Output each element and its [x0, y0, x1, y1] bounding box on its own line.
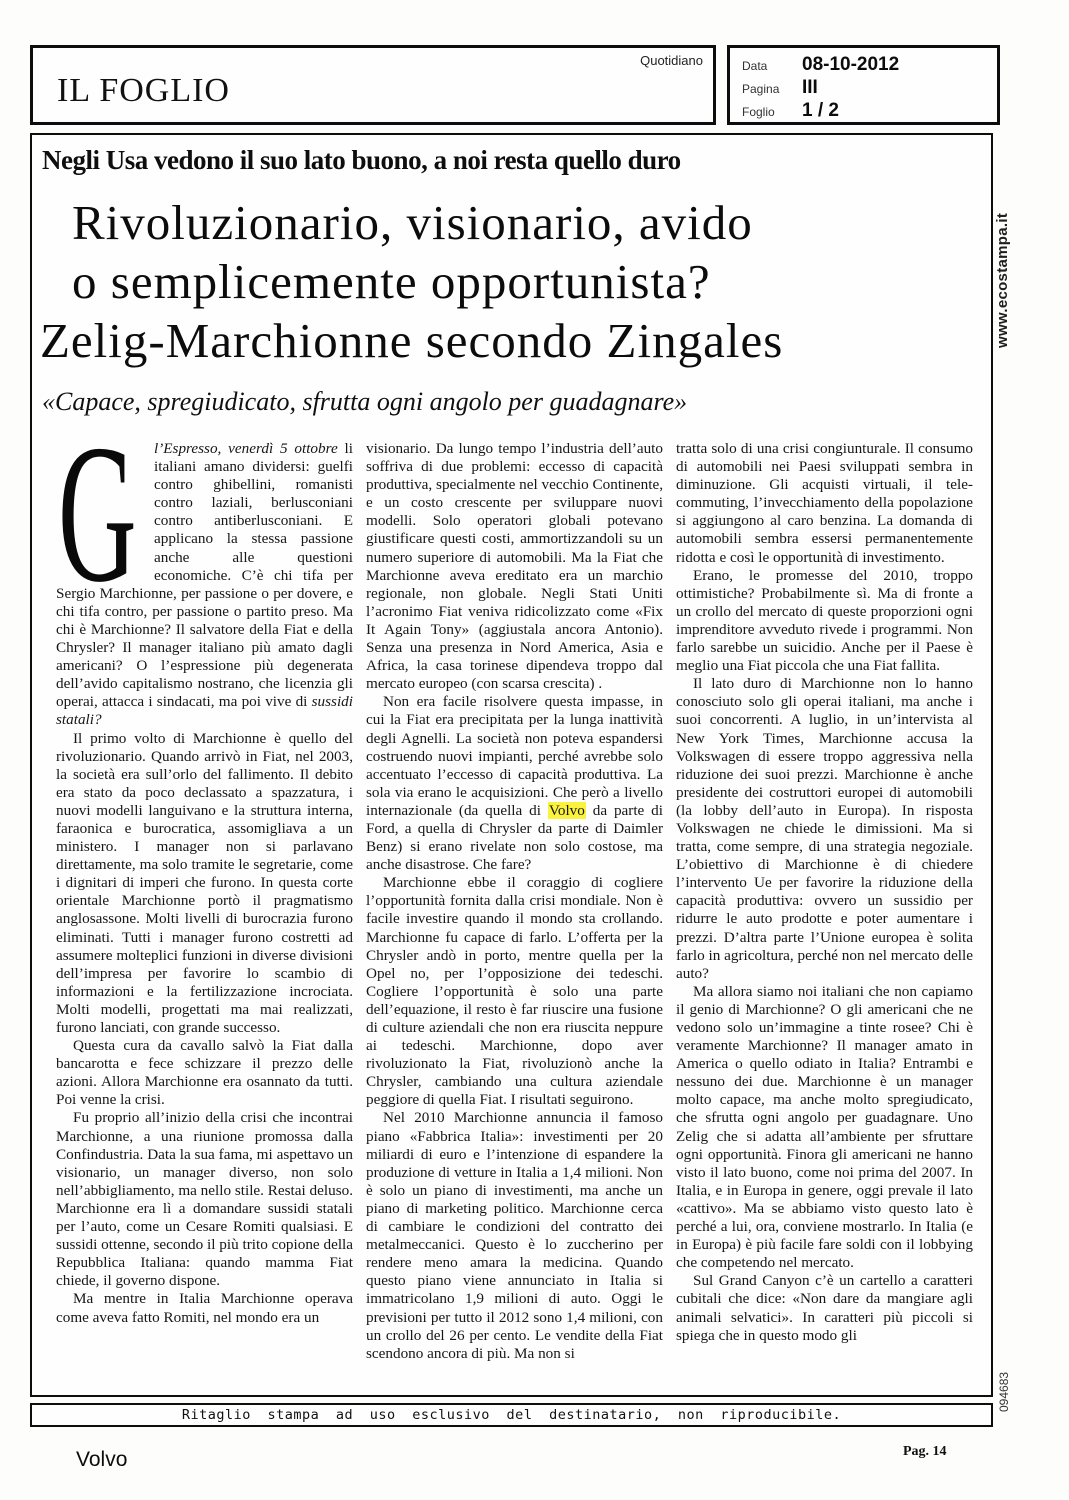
disclaimer-strip	[30, 1403, 993, 1427]
highlighted-term: Volvo	[548, 801, 585, 819]
article-paragraph	[56, 730, 353, 1038]
sheet-label: Foglio	[742, 105, 775, 119]
text-segment: Nel 2010 Marchionne annuncia il famoso piano «Fabbrica Italia»: investimenti per 20 miliardi di euro e l’intenzione di espandere la produzione di vetture in Italia a 1,4 milioni. Non è solo un piano di investimenti, ma anche un piano di marketing politico. Marchionne cerca di cambiare le condizioni del contratto dei metalmeccanici. Questo è lo zuccherino per rendere meno amara la medicina. Quando questo piano viene annunciato in Italia si immatricolano 1,9 milioni di auto. Oggi le previsioni per tutto il 2012 sono 1,4 milioni, con un crollo del 26 per cento. Le vendite della Fiat scendono ancora di più. Ma non si	[366, 1109, 663, 1362]
article-column	[56, 440, 353, 1389]
publication-name: IL FOGLIO	[57, 72, 230, 109]
publication-type-label: Quotidiano	[640, 53, 703, 68]
article-headline	[40, 193, 783, 370]
text-segment: Il lato duro di Marchionne non lo hanno conosciuto solo gli operai italiani, ma anche i suoi concorrenti. A luglio, in un’intervista al New York Times, Marchionne accusa la Volkswagen di essere troppo aggressiva nella riduzione dei suoi prezzi. Marchionne è anche presidente dei costruttori europei di automobili (la lobby dell’auto in Europa). In risposta Volkswagen ne chiede le dimissioni. Ma si tratta, come sempre, di una strategia negoziale. L’obiettivo di Marchionne è di chiedere l’intervento Ue per favorire la riduzione della capacità produttiva: ovvero un sussidio per ridurre le auto prodotte e poter aumentare i prezzi. D’altra parte l’Unione europea è solita farlo in agricoltura, perché non nel mercato delle auto?	[676, 675, 973, 982]
article-paragraph	[366, 874, 663, 1109]
text-segment: l’Espresso, venerdì 5 ottobre	[154, 440, 345, 457]
text-segment: li italiani amano dividersi: guelfi contro ghibellini, romanisti contro laziali, berlusconiani contro antiberlusconiani. E applicano la stessa passione anche alle questioni economiche. C’è chi tifa per Sergio Marchionne, per passione o per dovere, e chi tifa contro, per passione o partito preso. Ma chi è Marchionne? Il salvatore della Fiat e della Chrysler? Il manager italiano più amato dagli americani? O l’espressione più degenerata dell’avido capitalismo nostrano, che licenzia gli operai, attacca i sindacati, ma poi vive di	[56, 440, 353, 711]
ecostampa-watermark: www.ecostampa.it	[994, 212, 1011, 348]
info-row-sheet	[742, 100, 997, 123]
article-paragraph	[676, 1272, 973, 1344]
text-segment: Il primo volto di Marchionne è quello del rivoluzionario. Quando arrivò in Fiat, nel 2003, la società era sull’orlo del fallimento. Il debito era stato da poco declassato a spazzatura, i nuovi modelli languivano e la struttura interna, faraonica e burocratica, assomigliava a un ministero. I manager non si parlavano direttamente, ma solo tramite le segretarie, come i dignitari di imperi che furono. In questa corte orientale Marchionne portò il pragmatismo anglosassone. Molti livelli di burocrazia furono eliminati. Tutti i manager furono costretti ad assumere molteplici funzioni in diverse divisioni dell’impresa per favorire lo scambio di informazioni e la fertilizzazione incrociata. Molti modelli, progettati ma mai realizzati, furono lanciati, con grande successo.	[56, 729, 353, 1036]
date-value: 08-10-2012	[802, 54, 900, 75]
info-box	[727, 45, 1000, 125]
text-segment: tratta solo di una crisi congiunturale. Il consumo di automobili nei Paesi sviluppati sembra in diminuzione. Gli acquisti virtuali, il tele-commuting, l’invecchiamento della popolazione si aggiungono al caro benzina. La domanda di automobili sembra essersi permanentemente ridotta e così le opportunità di investimento.	[676, 440, 973, 566]
article-column	[366, 440, 663, 1389]
article-paragraph	[366, 1109, 663, 1362]
article-paragraph	[366, 693, 663, 874]
article-paragraph	[676, 440, 973, 567]
text-segment: sussidi statali?	[56, 693, 353, 729]
text-segment: Marchionne ebbe il coraggio di cogliere l’opportunità fornita dalla crisi mondiale. Non è facile investire quando il mondo sta crollando. Marchionne fu capace di farlo. L’offerta per la Chrysler andò in porto, mentre quella per la Opel no, per l’opposizione dei tedeschi. Cogliere l’opportunità è solo una parte dell’equazione, il resto è far riuscire una fusione di culture aziendali che non era riuscita neppure ai tedeschi. Marchionne, dopo aver rivoluzionato la Fiat, rivoluzionò anche la Chrysler, cambiando una cultura aziendale peggiore di quella Fiat. I risultati seguirono.	[366, 874, 663, 1109]
article-paragraph	[676, 675, 973, 983]
text-segment: Sul Grand Canyon c’è un cartello a caratteri cubitali che dice: «Non dare da mangiare agli animali selvatici». In caratteri più piccoli si spiega che in questo modo gli	[676, 1272, 973, 1344]
article-paragraph	[366, 440, 663, 693]
headline-line: Rivoluzionario, visionario, avido	[72, 195, 753, 250]
disclaimer-text: Ritaglio stampa ad uso esclusivo del destinatario, non riproducibile.	[181, 1407, 842, 1423]
article-columns	[56, 440, 973, 1389]
article-paragraph	[676, 567, 973, 676]
text-segment: Non era facile risolvere questa impasse, in cui la Fiat era precipitata per la lunga inattività degli Agnelli. La società non poteva espandersi costruendo nuovi impianti, perché avrebbe solo accentuato l’eccesso di capacità produttiva. La sola via erano le acquisizioni. Che però a livello internazionale (da quella di	[366, 693, 663, 819]
text-segment: da parte di Ford, a quella di Chrysler da parte di Daimler Benz) si erano rivelate non solo costose, ma anche disastrose. Che fare?	[366, 801, 663, 874]
article-subhead: «Capace, spregiudicato, sfrutta ogni angolo per guadagnare»	[42, 387, 688, 416]
article-paragraph	[676, 983, 973, 1273]
text-segment: Ma allora siamo noi italiani che non capiamo il genio di Marchionne? O gli americani che ne vedono solo un’immagine a tinte rosee? Chi è veramente Marchionne? Il manager amato in America o quello odiato in Italia? Entrambi e nessuno dei due. Marchionne è un manager molto capace, ma anche molto spregiudicato, che sfrutta ogni angolo per guadagnare. Uno Zelig che si adatta all’ambiente per sfruttare ogni opportunità. Finora gli americani ne hanno visto il lato buono, come noi prima del 2007. In Italia, e in Europa in genere, oggi prevale il lato «cattivo». Ma se abbiamo visto questo lato è perché a lui, ora, conviene mostrarlo. In Italia (e in Europa) è più facile fare soldi con il lobbying che competendo nel mercato.	[676, 982, 973, 1272]
footer-subject: Volvo	[76, 1448, 128, 1471]
drop-cap: G	[58, 440, 137, 623]
text-segment: Questa cura da cavallo salvò la Fiat dalla bancarotta e fece schizzare il prezzo delle azioni. Allora Marchionne era osannato da tutti. Poi venne la crisi.	[56, 1037, 353, 1109]
article-kicker: Negli Usa vedono il suo lato buono, a noi resta quello duro	[42, 145, 681, 175]
page-label: Pagina	[742, 82, 780, 96]
article-clipping-box	[30, 133, 993, 1397]
article-paragraph	[56, 1290, 353, 1326]
page-value: III	[802, 77, 818, 98]
text-segment: Fu proprio all’inizio della crisi che incontrai Marchionne, a una riunione promossa dalla Confindustria. Data la sua fama, mi aspettavo un visionario, un manager diverso, non solo nell’abbigliamento, ma nello stile. Restai deluso. Marchionne era lì a domandare sussidi statali per l’auto, come un Cesare Romiti qualsiasi. E sussidi ottenne, secondo il più trito copione della Repubblica Italiana: quando mamma Fiat chiede, il governo dispone.	[56, 1109, 353, 1290]
footer-page-ref: Pag. 14	[903, 1444, 947, 1459]
headline-line: Zelig-Marchionne secondo Zingales	[40, 313, 784, 368]
text-segment: Ma mentre in Italia Marchionne operava come aveva fatto Romiti, nel mondo era un	[56, 1290, 353, 1326]
article-paragraph	[56, 1109, 353, 1290]
info-row-page	[742, 77, 997, 100]
clip-code: 094683	[997, 1371, 1011, 1412]
sheet-value: 1 / 2	[802, 100, 839, 121]
date-label: Data	[742, 59, 768, 73]
article-paragraph	[56, 1037, 353, 1109]
article-column	[676, 440, 973, 1389]
text-segment: Erano, le promesse del 2010, troppo ottimistiche? Probabilmente sì. Ma di fronte a un crollo del mercato di queste proporzioni ogni imprenditore avveduto rivede i programmi. Non farlo sarebbe un suicidio. Anche per il Paese è meglio una Fiat piccola che una Fiat fallita.	[676, 566, 973, 675]
info-row-date	[742, 54, 997, 77]
masthead-box	[30, 45, 716, 125]
text-segment: visionario. Da lungo tempo l’industria dell’auto soffriva di due problemi: eccesso di capacità produttiva, specialmente nel vecchio Continente, e un costo crescente per sviluppare nuovi modelli. Solo operatori globali potevano giustificare questi costi, ammortizzandoli su un numero superiore di automobili. Ma la Fiat che Marchionne aveva ereditato era un marchio regionale, non globale. Negli Stati Uniti l’acronimo Fiat veniva ridicolizzato come «Fix It Again Tony» (aggiustala ancora Antonio). Senza una presenza in Nord America, Asia e Africa, la casa torinese dipendeva troppo dal mercato europeo (con scarsa crescita) .	[366, 440, 663, 693]
headline-line: o semplicemente opportunista?	[72, 254, 711, 309]
article-paragraph	[56, 440, 353, 730]
